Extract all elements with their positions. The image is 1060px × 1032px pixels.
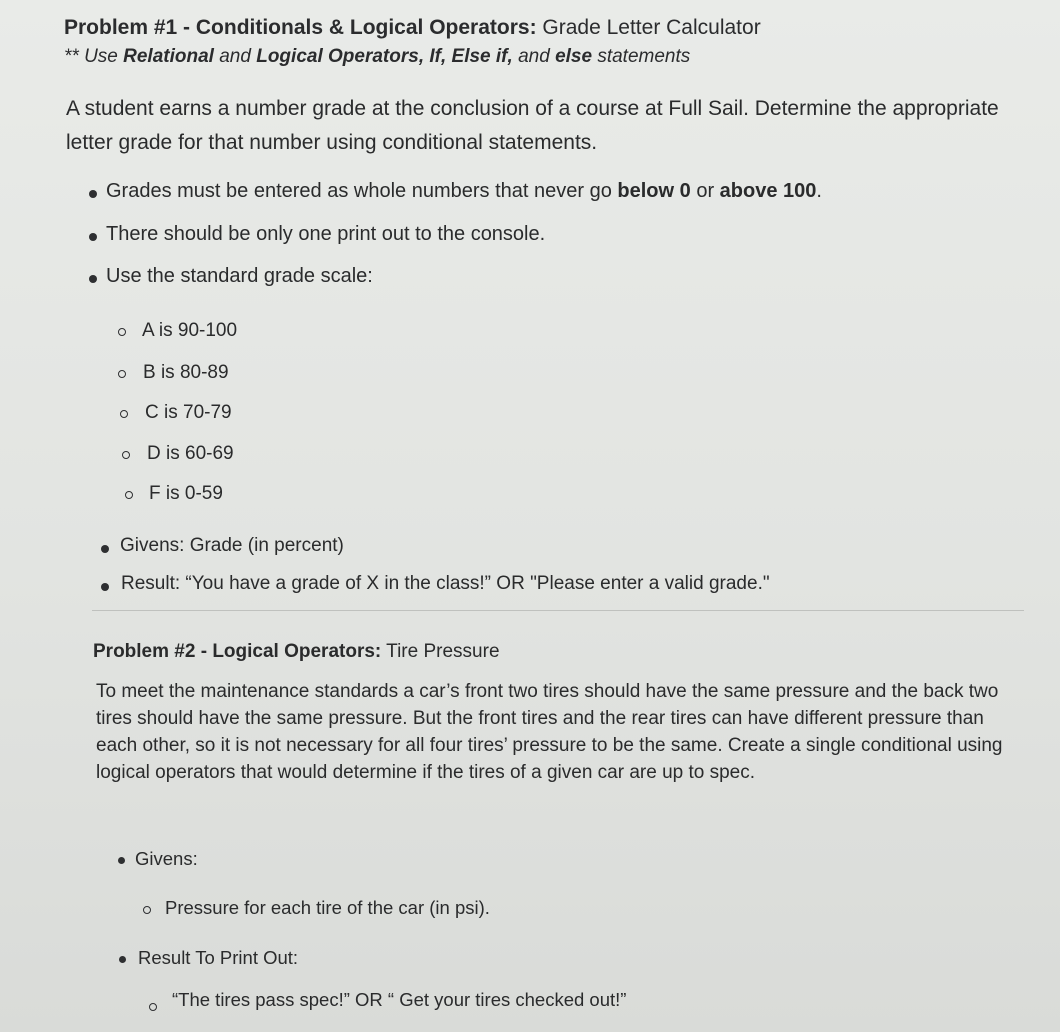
problem2-result-item: “The tires pass spec!” OR “ Get your tires checked out!”	[172, 989, 627, 1010]
problem2-title	[93, 641, 500, 663]
range-text-end: .	[816, 180, 822, 202]
section-divider	[92, 610, 1024, 611]
grade-scale-item: F is 0-59	[149, 483, 223, 504]
bullet-marker	[89, 275, 97, 283]
subtitle-and-2: and	[512, 46, 556, 67]
subtitle-term-logical: Logical Operators, If, Else if,	[256, 46, 513, 67]
problem2-title-bold: Problem #2 - Logical Operators:	[93, 641, 382, 662]
problem2-givens-item: Pressure for each tire of the car (in psi).	[165, 897, 490, 918]
problem2-title-normal: Tire Pressure	[381, 641, 500, 662]
range-below-zero: below 0	[617, 180, 691, 202]
subtitle-prefix: ** Use	[64, 46, 124, 67]
subtitle-and-1: and	[213, 46, 257, 67]
problem1-bullet-print: There should be only one print out to the console.	[106, 223, 546, 245]
bullet-marker	[89, 233, 97, 241]
subtitle-term-else: else	[555, 46, 593, 67]
bullet-marker	[89, 190, 97, 198]
sub-bullet-marker	[118, 370, 126, 378]
grade-scale-item: A is 90-100	[142, 320, 238, 341]
range-text-middle: or	[690, 180, 720, 202]
problem1-result: Result: “You have a grade of X in the class!” OR "Please enter a valid grade."	[121, 573, 770, 594]
range-above-hundred: above 100	[719, 180, 817, 202]
problem1-title-bold: Problem #1 - Conditionals & Logical Operators:	[64, 16, 537, 39]
sub-bullet-marker	[120, 410, 128, 418]
sub-bullet-marker	[149, 1003, 157, 1011]
problem2-result-label: Result To Print Out:	[138, 947, 299, 968]
grade-scale-item: D is 60-69	[147, 443, 234, 464]
bullet-marker	[101, 545, 109, 553]
problem1-title-normal: Grade Letter Calculator	[536, 16, 761, 39]
bullet-marker	[119, 956, 126, 963]
problem1-bullet-range	[106, 180, 822, 203]
subtitle-term-relational: Relational	[123, 46, 214, 67]
sub-bullet-marker	[122, 451, 130, 459]
problem1-bullet-scale: Use the standard grade scale:	[106, 265, 373, 287]
problem2-givens-label: Givens:	[135, 848, 198, 869]
problem2-description: To meet the maintenance standards a car’s front two tires should have the same pressure and the back two tires should have the same pressure. But the front tires and the rear tires can have different pressure than each other, so it is not necessary for all four tires’ pressure to be the same. Create a single conditional using logical operators that would determine if the tires of a given car are up to spec.	[96, 681, 1003, 783]
grade-scale-item: B is 80-89	[143, 362, 229, 383]
problem1-description: A student earns a number grade at the conclusion of a course at Full Sail. Determine the appropriate letter grade for that number using conditional statements.	[66, 97, 999, 154]
sub-bullet-marker	[118, 328, 126, 336]
bullet-marker	[118, 857, 125, 864]
bullet-marker	[101, 583, 109, 591]
sub-bullet-marker	[125, 491, 133, 499]
problem1-givens: Givens: Grade (in percent)	[120, 535, 344, 556]
grade-scale-item: C is 70-79	[145, 402, 232, 423]
range-text-before: Grades must be entered as whole numbers that never go	[106, 180, 618, 202]
problem1-title	[64, 16, 761, 40]
sub-bullet-marker	[143, 906, 151, 914]
problem1-subtitle	[64, 46, 690, 68]
subtitle-suffix: statements	[592, 46, 691, 67]
